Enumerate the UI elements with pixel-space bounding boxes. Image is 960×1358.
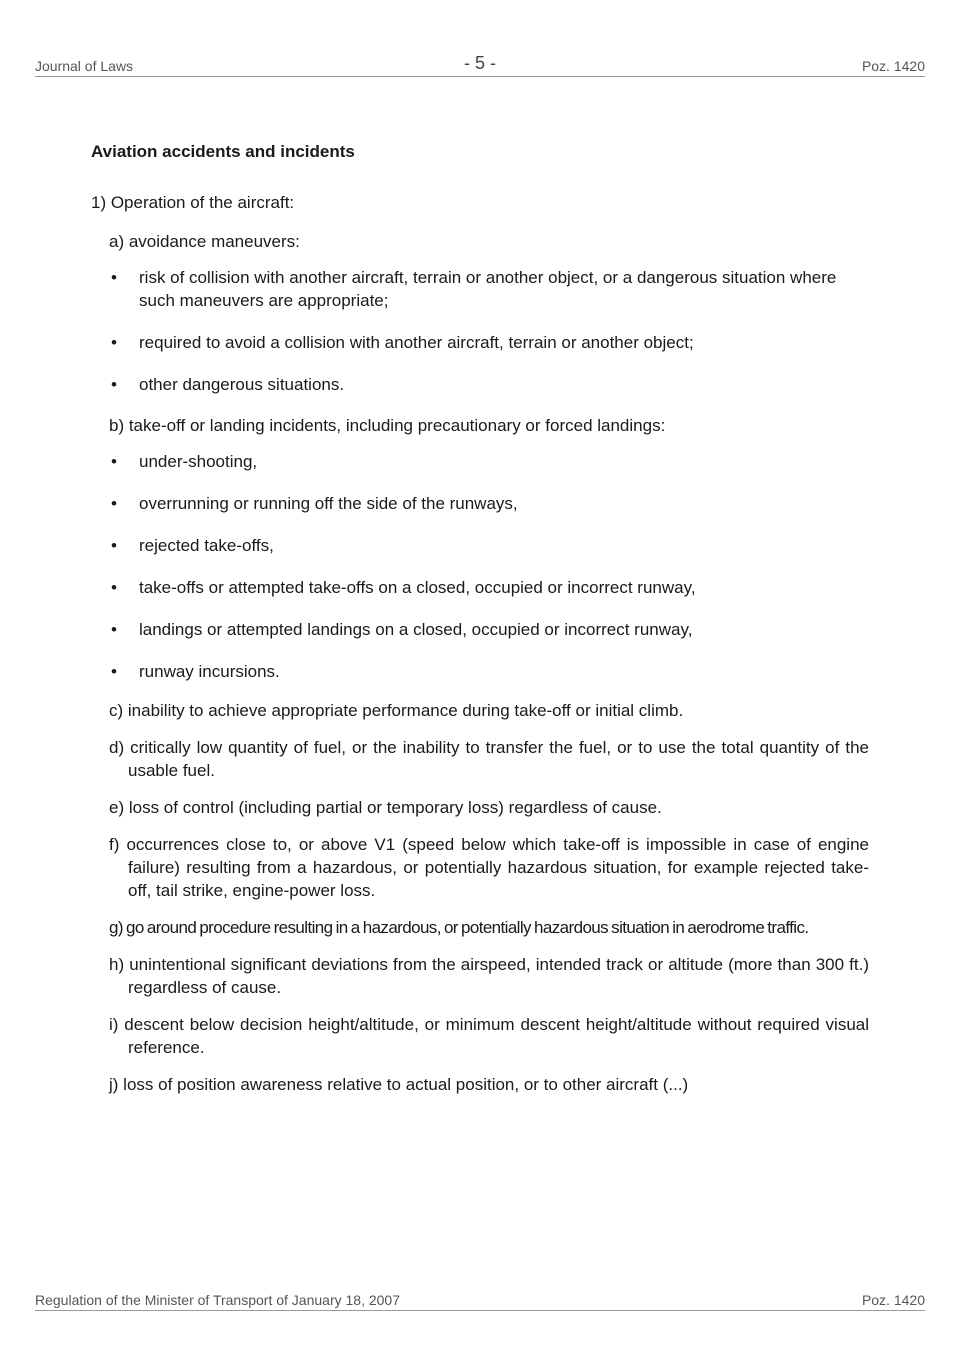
item-f: f) occurrences close to, or above V1 (speed below which take-off is impossible in case of engine failure) resulting from a hazardous, or potentially hazardous situation, for example rejected take-off, tail strike, engine-power loss.	[109, 835, 869, 900]
list-item: • required to avoid a collision with another aircraft, terrain or another object;	[111, 333, 694, 352]
bullet-icon: •	[111, 375, 117, 394]
page-number: - 5 -	[463, 53, 496, 73]
bullet-icon: •	[111, 620, 117, 639]
bullet-icon: •	[111, 662, 117, 681]
item-h: h) unintentional significant deviations from the airspeed, intended track or altitude (more than 300 ft.) regardless of cause.	[109, 955, 869, 997]
list-item: • risk of collision with another aircraft, terrain or another object, or a dangerous situation where such maneuvers are appropriate;	[111, 268, 837, 310]
item-d: d) critically low quantity of fuel, or the inability to transfer the fuel, or to use the total quantity of the usable fuel.	[109, 738, 869, 780]
list-item: • under-shooting,	[111, 452, 258, 471]
document-body	[91, 140, 869, 1096]
footer-position: Poz. 1420	[861, 1292, 925, 1308]
section-operation-heading: 1) Operation of the aircraft:	[91, 193, 295, 212]
item-i: i) descent below decision height/altitude, or minimum descent height/altitude without required visual reference.	[109, 1015, 869, 1057]
bullet-icon: •	[111, 536, 117, 555]
footer-regulation-title: Regulation of the Minister of Transport of January 18, 2007	[35, 1292, 400, 1308]
item-b-bullet-list	[91, 450, 869, 683]
list-item: • other dangerous situations.	[111, 375, 345, 394]
item-b-label: b) take-off or landing incidents, including precautionary or forced landings:	[109, 416, 666, 435]
header-journal-title: Journal of Laws	[35, 58, 134, 74]
section-title: Aviation accidents and incidents	[91, 142, 355, 161]
item-e: e) loss of control (including partial or temporary loss) regardless of cause.	[109, 798, 662, 817]
item-a-label: a) avoidance maneuvers:	[109, 232, 300, 251]
list-item: • overrunning or running off the side of the runways,	[111, 494, 518, 513]
list-item: • landings or attempted landings on a closed, occupied or incorrect runway,	[111, 620, 693, 639]
item-c: c) inability to achieve appropriate performance during take-off or initial climb.	[109, 701, 684, 720]
list-item: • take-offs or attempted take-offs on a closed, occupied or incorrect runway,	[111, 578, 696, 597]
item-j: j) loss of position awareness relative to actual position, or to other aircraft (...)	[109, 1075, 689, 1094]
header-position: Poz. 1420	[861, 58, 925, 74]
list-item: • runway incursions.	[111, 662, 280, 681]
item-a-bullet-list	[91, 266, 869, 396]
item-g: g) go around procedure resulting in a hazardous, or potentially hazardous situation in aerodrome traffic.	[109, 918, 809, 937]
page-footer	[35, 1286, 925, 1311]
bullet-icon: •	[111, 494, 117, 513]
list-item: • rejected take-offs,	[111, 536, 274, 555]
bullet-icon: •	[111, 333, 117, 352]
page-header	[35, 52, 925, 77]
bullet-icon: •	[111, 578, 117, 597]
bullet-icon: •	[111, 268, 117, 287]
bullet-icon: •	[111, 452, 117, 471]
